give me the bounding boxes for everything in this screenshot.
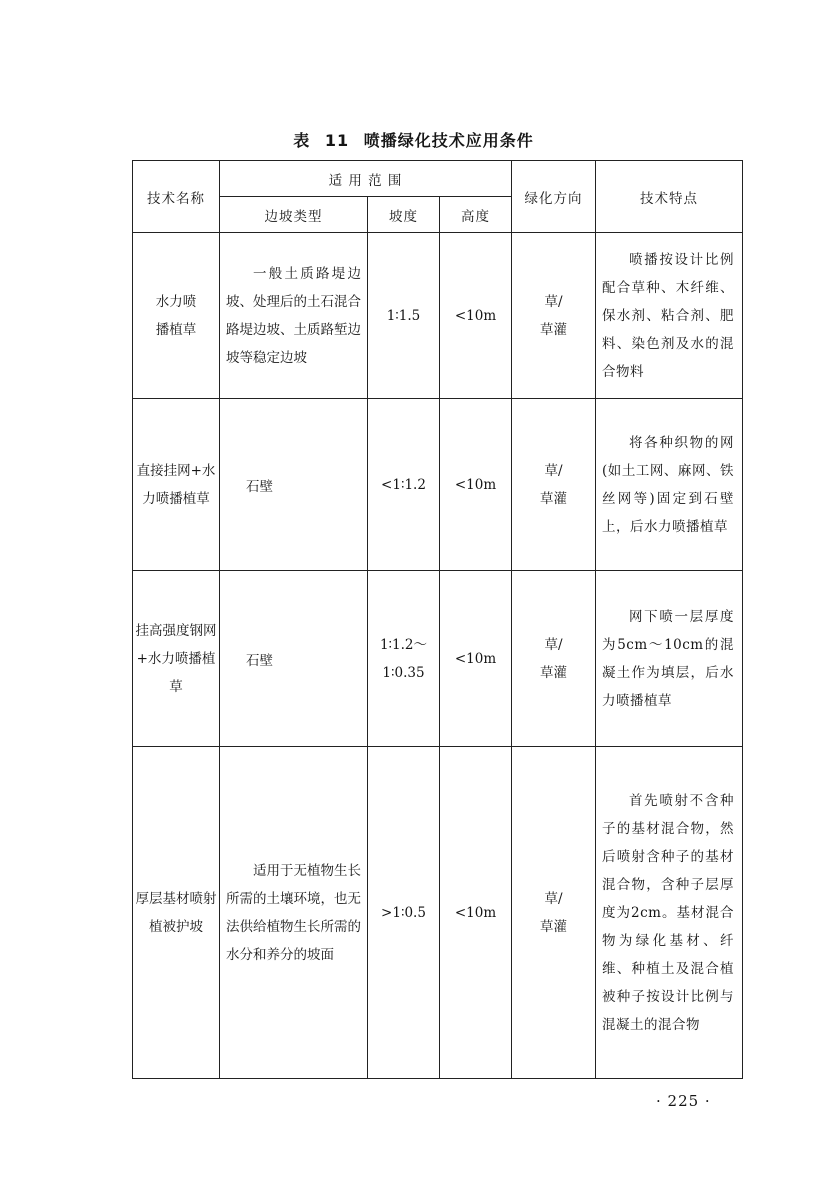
cell-height: <10m: [440, 571, 512, 747]
application-conditions-table: [132, 160, 743, 1079]
cell-features: 喷播按设计比例配合草种、木纤维、保水剂、粘合剂、肥料、染色剂及水的混合物料: [596, 233, 743, 399]
cell-greening-direction: 草/草灌: [512, 233, 596, 399]
cell-height: <10m: [440, 233, 512, 399]
cell-slope-type: 一般土质路堤边坡、处理后的土石混合路堤边坡、土质路堑边坡等稳定边坡: [220, 233, 368, 399]
cell-tech-name: 挂高强度钢网+水力喷播植草: [133, 571, 220, 747]
header-scope: 适 用 范 围: [220, 161, 512, 197]
cell-gradient: <1∶1.2: [368, 399, 440, 571]
header-tech-name: 技术名称: [133, 161, 220, 233]
cell-features: 网下喷一层厚度为5cm～10cm的混凝土作为填层，后水力喷播植草: [596, 571, 743, 747]
cell-height: <10m: [440, 747, 512, 1079]
header-features: 技术特点: [596, 161, 743, 233]
header-greening-direction: 绿化方向: [512, 161, 596, 233]
cell-features: 首先喷射不含种子的基材混合物，然后喷射含种子的基材混合物，含种子层厚度为2cm。基材混合物为绿化基材、纤维、种植土及混合植被种子按设计比例与混凝土的混合物: [596, 747, 743, 1079]
header-height: 高度: [440, 197, 512, 233]
table-row: [133, 399, 743, 571]
cell-height: <10m: [440, 399, 512, 571]
cell-greening-direction: 草/草灌: [512, 399, 596, 571]
header-gradient: 坡度: [368, 197, 440, 233]
cell-features: 将各种织物的网(如土工网、麻网、铁丝网等)固定到石壁上，后水力喷播植草: [596, 399, 743, 571]
header-slope-type: 边坡类型: [220, 197, 368, 233]
cell-slope-type: 石壁: [220, 571, 368, 747]
cell-tech-name: 厚层基材喷射植被护坡: [133, 747, 220, 1079]
page-number: · 225 ·: [656, 1092, 711, 1110]
cell-gradient: 1∶1.2～1∶0.35: [368, 571, 440, 747]
page-title: 表 11 喷播绿化技术应用条件: [293, 131, 534, 150]
table-row: [133, 747, 743, 1079]
cell-gradient: 1∶1.5: [368, 233, 440, 399]
cell-slope-type: 石壁: [220, 399, 368, 571]
cell-tech-name: 直接挂网+水力喷播植草: [133, 399, 220, 571]
cell-slope-type: 适用于无植物生长所需的土壤环境，也无法供给植物生长所需的水分和养分的坡面: [220, 747, 368, 1079]
table-row: [133, 571, 743, 747]
cell-gradient: >1∶0.5: [368, 747, 440, 1079]
cell-greening-direction: 草/草灌: [512, 571, 596, 747]
cell-tech-name: 水力喷播植草: [133, 233, 220, 399]
cell-greening-direction: 草/草灌: [512, 747, 596, 1079]
table-row: [133, 233, 743, 399]
table-header-row: [133, 161, 743, 197]
